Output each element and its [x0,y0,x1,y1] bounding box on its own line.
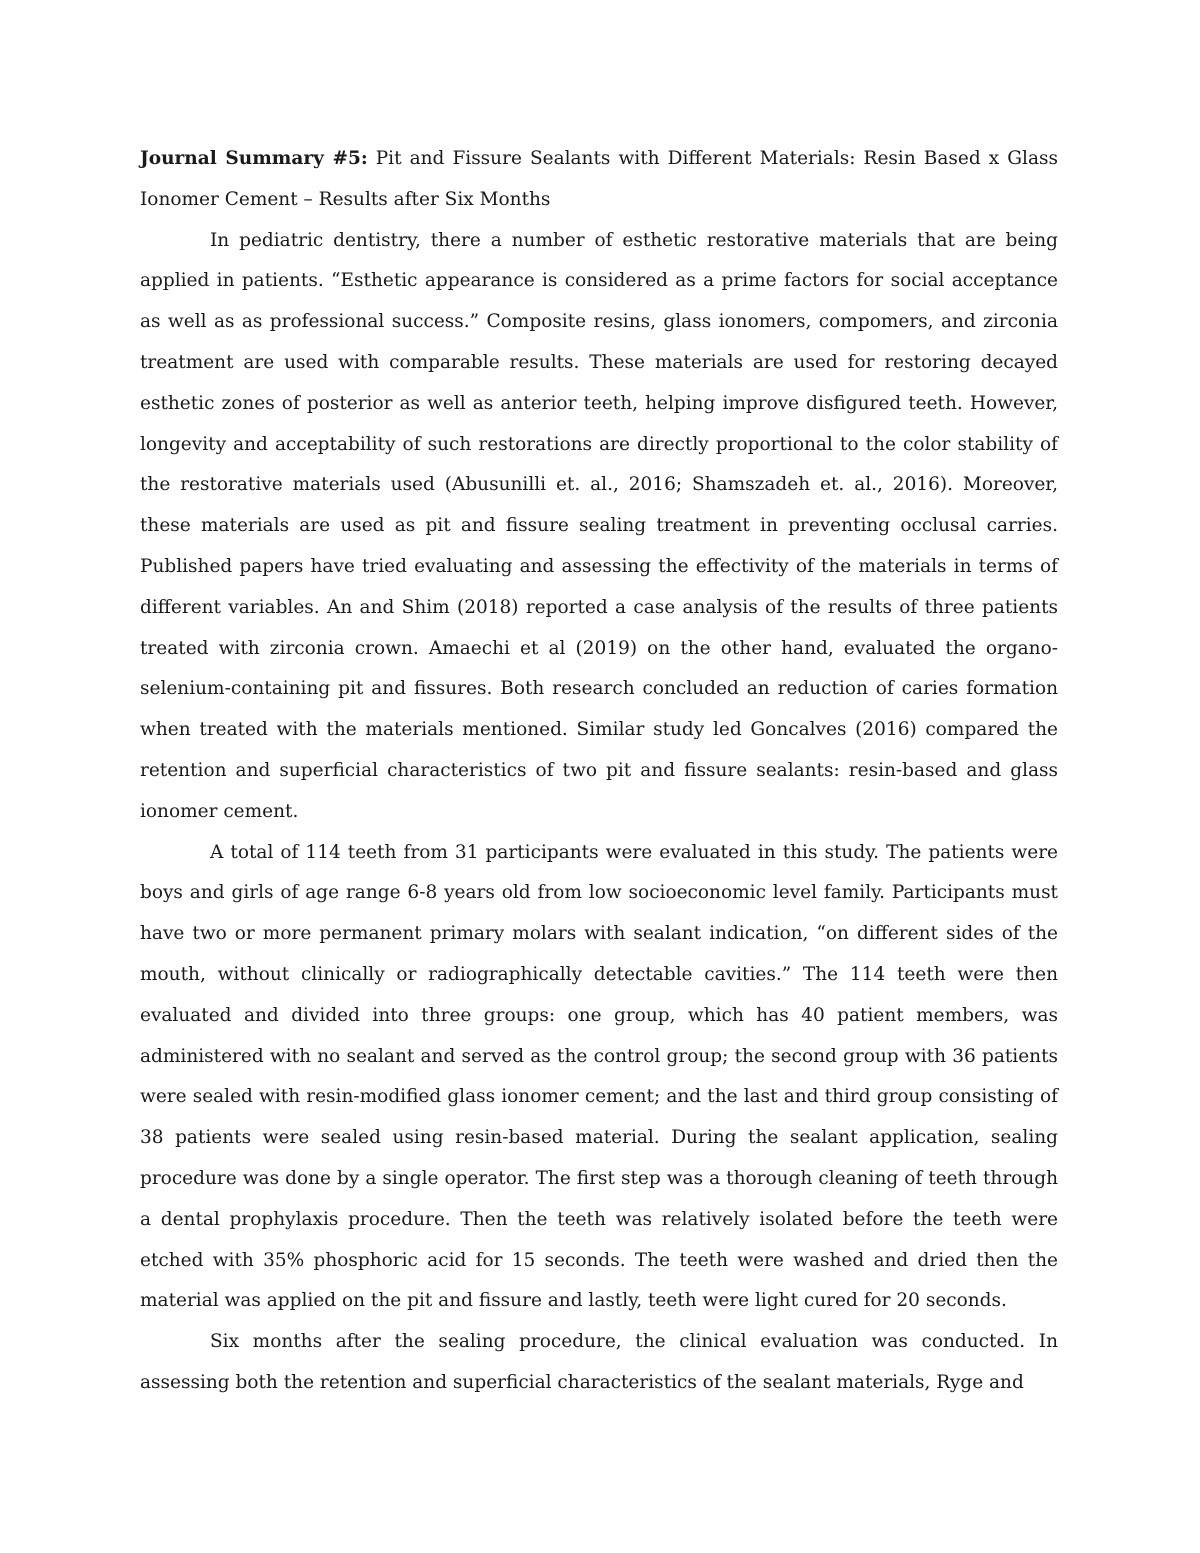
document-title [140,139,1058,221]
title-label: Journal Summary #5: [140,148,368,169]
title-text: Pit and Fissure Sealants with Different Materials: Resin Based x Glass Ionomer Cement – Results after Six Months [140,148,1058,210]
paragraph-evaluation: Six months after the sealing procedure, the clinical evaluation was conducted. In assessing both the retention and superficial characteristics of the sealant materials, Ryge and [140,1331,1058,1393]
document-body [140,139,1058,1404]
paragraph-methods: A total of 114 teeth from 31 participants were evaluated in this study. The patients were boys and girls of age range 6-8 years old from low socioeconomic level family. Participants must have two or more permanent primary molars with sealant indication, “on different sides of the mouth, without clinically or radiographically detectable cavities.” The 114 teeth were then evaluated and divided into three groups: one group, which has 40 patient members, was administered with no sealant and served as the control group; the second group with 36 patients were sealed with resin-modified glass ionomer cement; and the last and third group consisting of 38 patients were sealed using resin-based material. During the sealant application, sealing procedure was done by a single operator. The first step was a thorough cleaning of teeth through a dental prophylaxis procedure. Then the teeth was relatively isolated before the teeth were etched with 35% phosphoric acid for 15 seconds. The teeth were washed and dried then the material was applied on the pit and fissure and lastly, teeth were light cured for 20 seconds. [140,841,1058,1312]
paragraph-introduction: In pediatric dentistry, there a number of esthetic restorative materials that are being applied in patients. “Esthetic appearance is considered as a prime factors for social acceptance as well as as professional success.” Composite resins, glass ionomers, compomers, and zirconia treatment are used with comparable results. These materials are used for restoring decayed esthetic zones of posterior as well as anterior teeth, helping improve disfigured teeth. However, longevity and acceptability of such restorations are directly proportional to the color stability of the restorative materials used (Abusunilli et. al., 2016; Shamszadeh et. al., 2016). Moreover, these materials are used as pit and fissure sealing treatment in preventing occlusal carries. Published papers have tried evaluating and assessing the effectivity of the materials in terms of different variables. An and Shim (2018) reported a case analysis of the results of three patients treated with zirconia crown. Amaechi et al (2019) on the other hand, evaluated the organo-selenium-containing pit and fissures. Both research concluded an reduction of caries formation when treated with the materials mentioned. Similar study led Goncalves (2016) compared the retention and superficial characteristics of two pit and fissure sealants: resin-based and glass ionomer cement. [140,229,1058,822]
